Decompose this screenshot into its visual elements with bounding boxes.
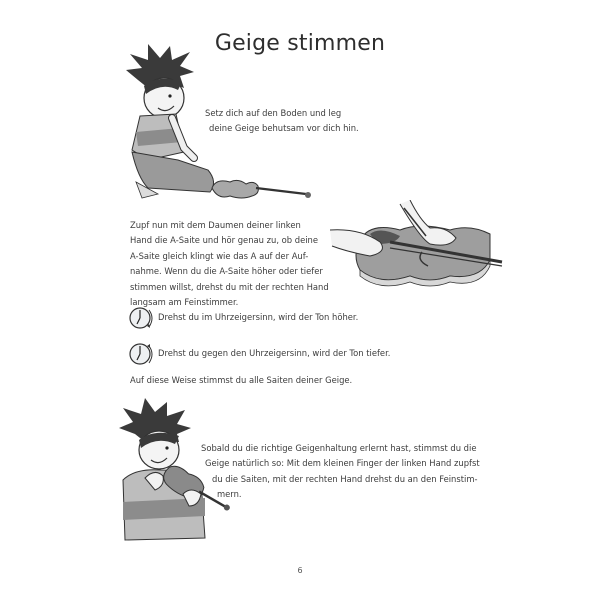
instruction-line: stimmen willst, drehst du mit der rechten Hand [130, 281, 329, 292]
page-number: 6 [297, 566, 303, 575]
instruction-line: A-Saite gleich klingt wie das A auf der Auf- [130, 250, 309, 261]
instruction-line: nahme. Wenn du die A-Saite höher oder tiefer [130, 266, 323, 277]
closing-line: du die Saiten, mit der rechten Hand drehst du an den Feinstim- [212, 473, 478, 484]
clock-counterclockwise-icon [128, 341, 154, 367]
closing-line: mern. [217, 489, 242, 500]
closing-paragraph [201, 441, 480, 503]
page-title: Geige stimmen [214, 31, 386, 56]
instruction-line: Hand die A-Saite und hör genau zu, ob deine [130, 235, 319, 246]
tip-text: Drehst du gegen den Uhrzeigersinn, wird der Ton tiefer. [158, 348, 391, 359]
tip-clockwise [128, 305, 358, 331]
instruction-line: langsam am Feinstimmer. [130, 297, 239, 308]
closing-line: Sobald du die richtige Geigenhaltung erlernt hast, stimmst du die [201, 443, 477, 453]
intro-line-2: deine Geige behutsam vor dich hin. [209, 123, 359, 133]
hands-tuning-violin-illustration [330, 200, 510, 300]
intro-line-1: Setz dich auf den Boden und leg [205, 108, 342, 118]
summary-text: Auf diese Weise stimmst du alle Saiten deiner Geige. [130, 375, 353, 385]
instruction-line: Zupf nun mit dem Daumen deiner linken [130, 220, 301, 230]
instruction-paragraph [130, 218, 329, 310]
closing-line: Geige natürlich so: Mit dem kleinen Finger der linken Hand zupfst [205, 458, 480, 469]
tip-counterclockwise [128, 341, 390, 367]
clock-clockwise-icon [128, 305, 154, 331]
tip-text: Drehst du im Uhrzeigersinn, wird der Ton höher. [158, 312, 359, 323]
